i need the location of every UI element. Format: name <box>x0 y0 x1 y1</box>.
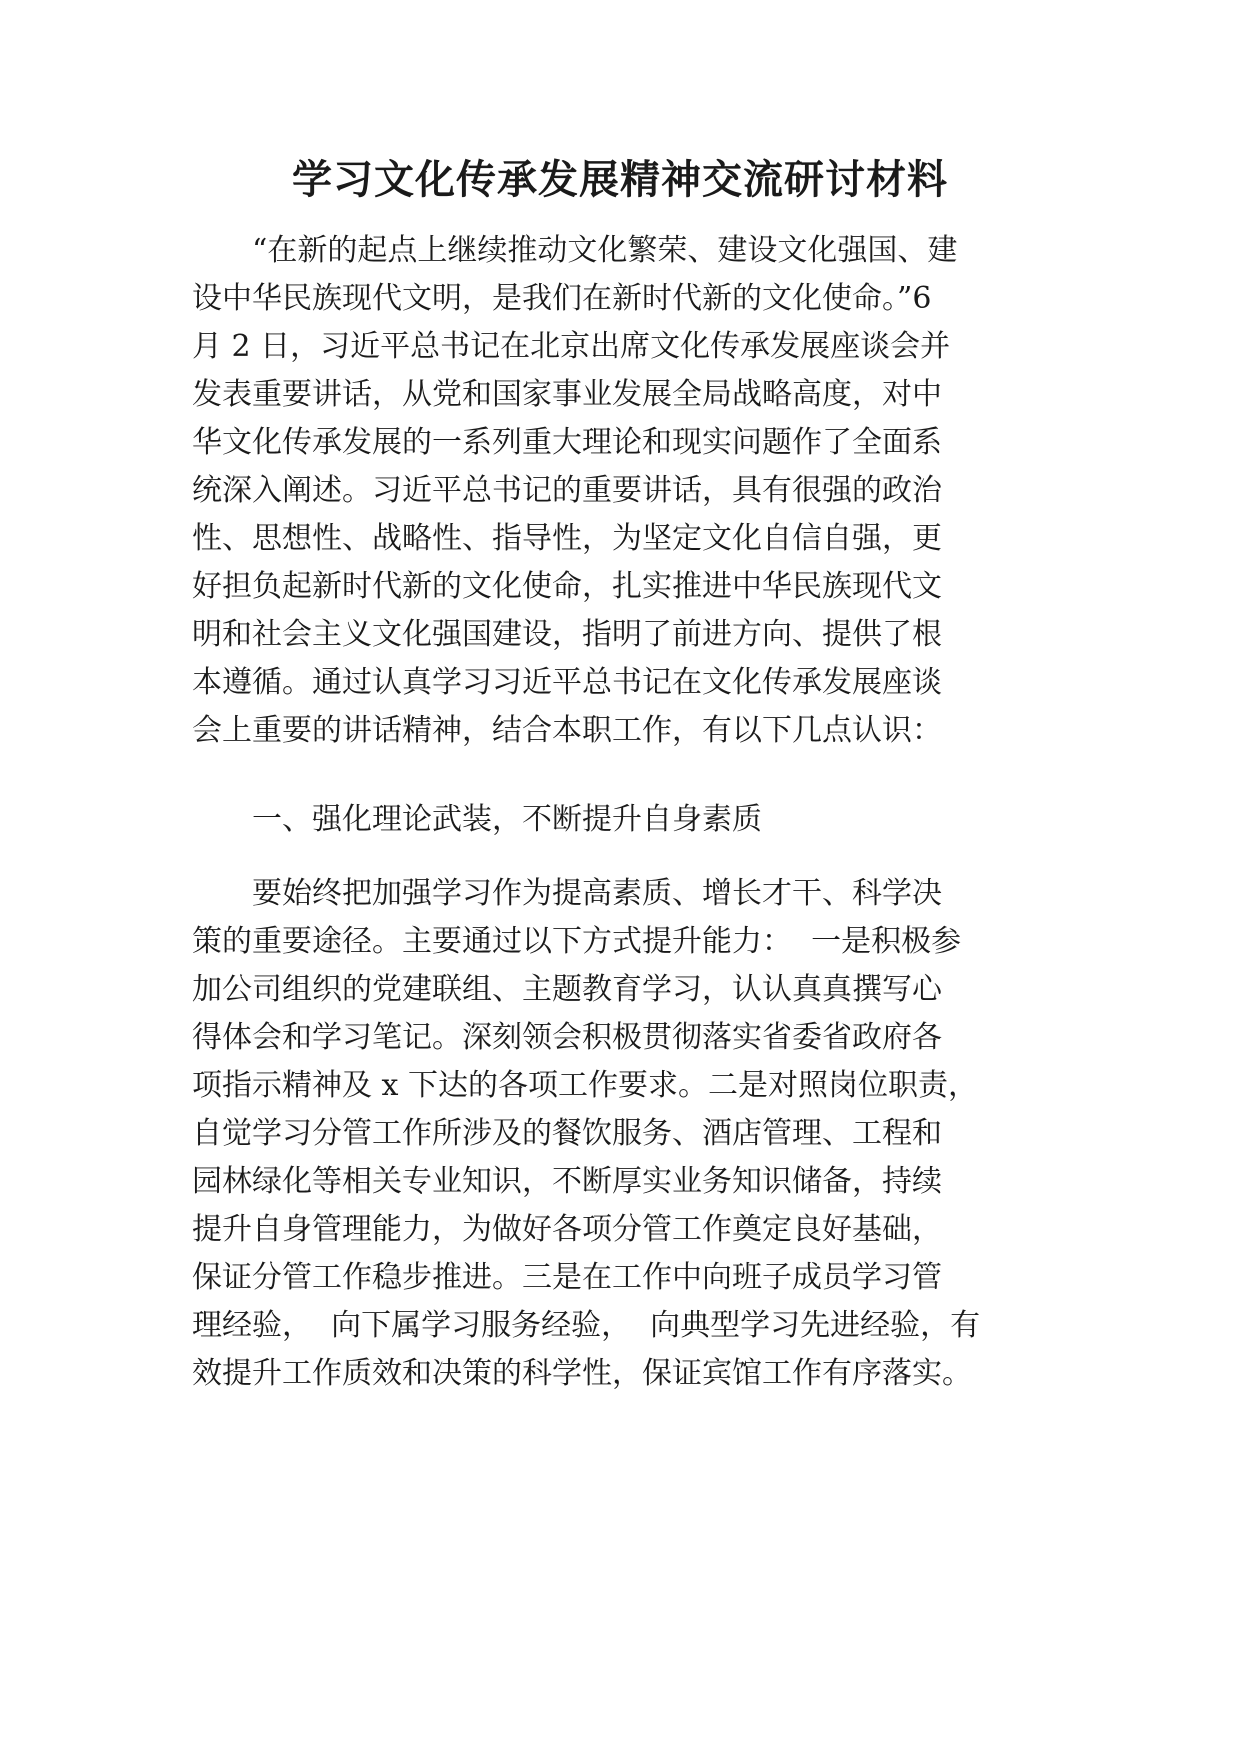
paragraph-line: 月 2 日，习近平总书记在北京出席文化传承发展座谈会并 <box>192 329 951 364</box>
paragraph-line: “在新的起点上继续推动文化繁荣、建设文化强国、建 <box>252 233 958 268</box>
paragraph-line: 好担负起新时代新的文化使命，扎实推进中华民族现代文 <box>192 569 942 604</box>
section-paragraph <box>192 870 1056 1398</box>
paragraph-line: 得体会和学习笔记。深刻领会积极贯彻落实省委省政府各 <box>192 1020 942 1055</box>
paragraph-line: 会上重要的讲话精神，结合本职工作，有以下几点认识： <box>192 713 942 748</box>
document-title: 学习文化传承发展精神交流研讨材料 <box>292 157 948 203</box>
paragraph-line: 提升自身管理能力，为做好各项分管工作奠定良好基础， <box>192 1212 942 1247</box>
paragraph-line: 保证分管工作稳步推进。三是在工作中向班子成员学习管 <box>192 1260 942 1295</box>
paragraph-line: 理经验， 向下属学习服务经验， 向典型学习先进经验，有 <box>192 1308 981 1343</box>
paragraph-line: 要始终把加强学习作为提高素质、增长才干、科学决 <box>252 876 942 911</box>
paragraph-line: 性、思想性、战略性、指导性，为坚定文化自信自强，更 <box>192 521 942 556</box>
paragraph-line: 华文化传承发展的一系列重大理论和现实问题作了全面系 <box>192 425 942 460</box>
section-heading-text: 一、强化理论武装，不断提升自身素质 <box>252 802 762 837</box>
intro-paragraph <box>192 227 1056 755</box>
section-heading <box>192 796 1056 844</box>
paragraph-line: 设中华民族现代文明，是我们在新时代新的文化使命。”6 <box>192 281 932 316</box>
paragraph-line: 园林绿化等相关专业知识，不断厚实业务知识储备，持续 <box>192 1164 942 1199</box>
paragraph-line: 项指示精神及 x 下达的各项工作要求。二是对照岗位职责， <box>192 1068 978 1103</box>
paragraph-line: 统深入阐述。习近平总书记的重要讲话，具有很强的政治 <box>192 473 942 508</box>
paragraph-line: 明和社会主义文化强国建设，指明了前进方向、提供了根 <box>192 617 942 652</box>
paragraph-line: 发表重要讲话，从党和国家事业发展全局战略高度，对中 <box>192 377 942 412</box>
paragraph-line: 本遵循。通过认真学习习近平总书记在文化传承发展座谈 <box>192 665 942 700</box>
paragraph-line: 策的重要途径。主要通过以下方式提升能力： 一是积极参 <box>192 924 962 959</box>
paragraph-line: 效提升工作质效和决策的科学性，保证宾馆工作有序落实。 <box>192 1356 972 1391</box>
paragraph-line: 加公司组织的党建联组、主题教育学习，认认真真撰写心 <box>192 972 942 1007</box>
paragraph-line: 自觉学习分管工作所涉及的餐饮服务、酒店管理、工程和 <box>192 1116 942 1151</box>
